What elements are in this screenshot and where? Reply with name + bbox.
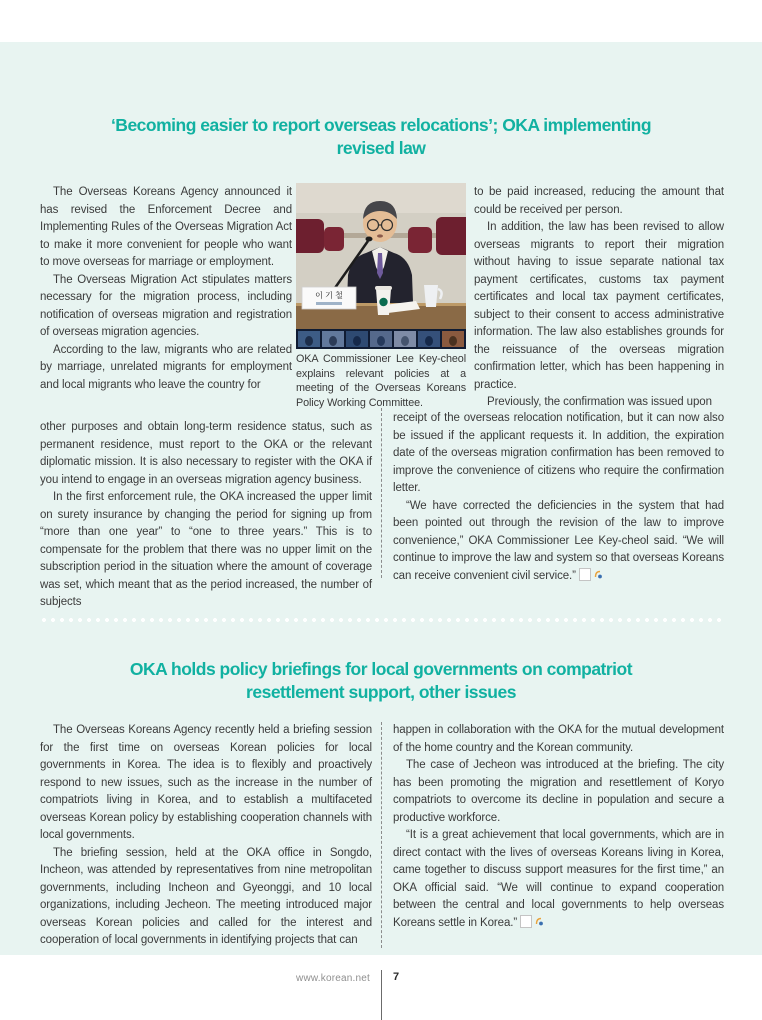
paragraph: The Overseas Koreans Agency recently held a briefing session for the first time on overseas Korean policies for local governments in Korea. The idea is to flexibly and proactively respond to new issues, such as the increase in the number of compatriots living in Korea, and to establish a multifaceted overseas Korean policy by establishing cooperation channels with local governments. [40, 724, 372, 841]
photo-caption: OKA Commissioner Lee Key-cheol explains relevant policies at a meeting of the Overseas Koreans Policy Working Committee. [296, 353, 466, 409]
article2-title [40, 658, 722, 704]
article1-title-line1: ‘Becoming easier to report overseas relocations’; OKA implementing [110, 115, 652, 135]
paragraph: receipt of the overseas relocation notification, but it can now also be issued if the applicant requests it. In addition, the expiration date of the overseas migration confirmation has been removed to improve the convenience of citizens who require the confirmation letter. [393, 412, 724, 494]
oka-logo-icon [579, 568, 591, 581]
column-divider-article1 [381, 408, 382, 578]
article2-title-line1: OKA holds policy briefings for local governments on compatriot [129, 659, 633, 679]
column-divider-article2 [381, 722, 382, 948]
meeting-photo [296, 183, 466, 349]
paragraph: to be paid increased, reducing the amount that could be received per person. [474, 186, 724, 216]
article1-title-line2: revised law [336, 138, 426, 158]
oka-logo-icon [520, 915, 532, 928]
paragraph: In the first enforcement rule, the OKA increased the upper limit on surety insurance by changing the period for signing up from “more than one year” to “one to three years.” This is to compensate for the problem that there was no upper limit on the subscription period in the situation where the amount of coverage was set, which meant that as the period increased, the number of subjects [40, 491, 372, 608]
article-separator-dots [40, 616, 722, 624]
paragraph: According to the law, migrants who are related by marriage, unrelated migrants for employment and local migrants who leave the country for [40, 343, 292, 391]
paragraph: In addition, the law has been revised to allow overseas migrants to report their migration without having to issue separate national tax payment certificates, customs tax payment certificates and local tax payment certificates, subject to their consent to access administrative information. The law also establishes grounds for the reissuance of the overseas migration confirmation letter, which has been happening in practice. [474, 221, 724, 391]
article1-left-column-bottom [40, 419, 372, 612]
article2-left-column [40, 722, 372, 950]
footer-divider-line [381, 970, 382, 1020]
paragraph: other purposes and obtain long-term residence status, such as permanent residence, must report to the OKA or the relevant diplomatic mission. It is also necessary to register with the OKA if you intend to engage in an overseas migration agency business. [40, 421, 372, 486]
paragraph: The case of Jecheon was introduced at the briefing. The city has been promoting the migration and resettlement of Koryo compatriots to overcome its decline in population and secure a productive workforce. [393, 759, 724, 824]
footer-website: www.korean.net [296, 973, 370, 984]
paragraph: The Overseas Migration Act stipulates matters necessary for the migration process, including notification of overseas migration and registration of overseas migration agencies. [40, 273, 292, 338]
paragraph-text: “It is a great achievement that local governments, which are in direct contact with the lives of overseas Koreans living in Korea, came together to discuss support measures for the first time,” an OKA official said. “We will continue to expand cooperation between the central and local governments to help overseas Koreans settle in Korea.” [393, 829, 724, 929]
article2-right-column [393, 722, 724, 932]
paragraph [393, 827, 724, 932]
article1-right-column-top [474, 184, 724, 412]
meeting-photo-illustration [296, 183, 466, 349]
paragraph-text: “We have corrected the deficiencies in the system that had been pointed out through the revision of the law to improve convenience,” OKA Commissioner Lee Key-cheol said. “We will continue to improve the law and system so that overseas Koreans can receive convenient civil service.” [393, 499, 724, 582]
article1-title [40, 114, 722, 160]
paragraph [393, 498, 724, 586]
article1-right-column-bottom [393, 410, 724, 585]
paragraph: The briefing session, held at the OKA office in Songdo, Incheon, was attended by representatives from nine metropolitan governments, including Incheon and Gyeonggi, and 10 local organizations, including Jecheon. The meeting introduced major overseas Korean policies and called for the interest and cooperation of local governments in identifying projects that can [40, 846, 372, 946]
paragraph: happen in collaboration with the OKA for the mutual development of the home country and the Korean community. [393, 724, 724, 754]
footer-page-number: 7 [393, 971, 400, 983]
article1-left-column-top [40, 184, 292, 394]
nameplate-text: 이 기 철 [315, 291, 343, 300]
paragraph: The Overseas Koreans Agency announced it has revised the Enforcement Decree and Implementing Rules of the Overseas Migration Act to make it more convenient for people who want to move overseas for marriage or employment. [40, 186, 292, 268]
article2-title-line2: resettlement support, other issues [246, 682, 516, 702]
paragraph: Previously, the confirmation was issued upon [487, 396, 712, 408]
